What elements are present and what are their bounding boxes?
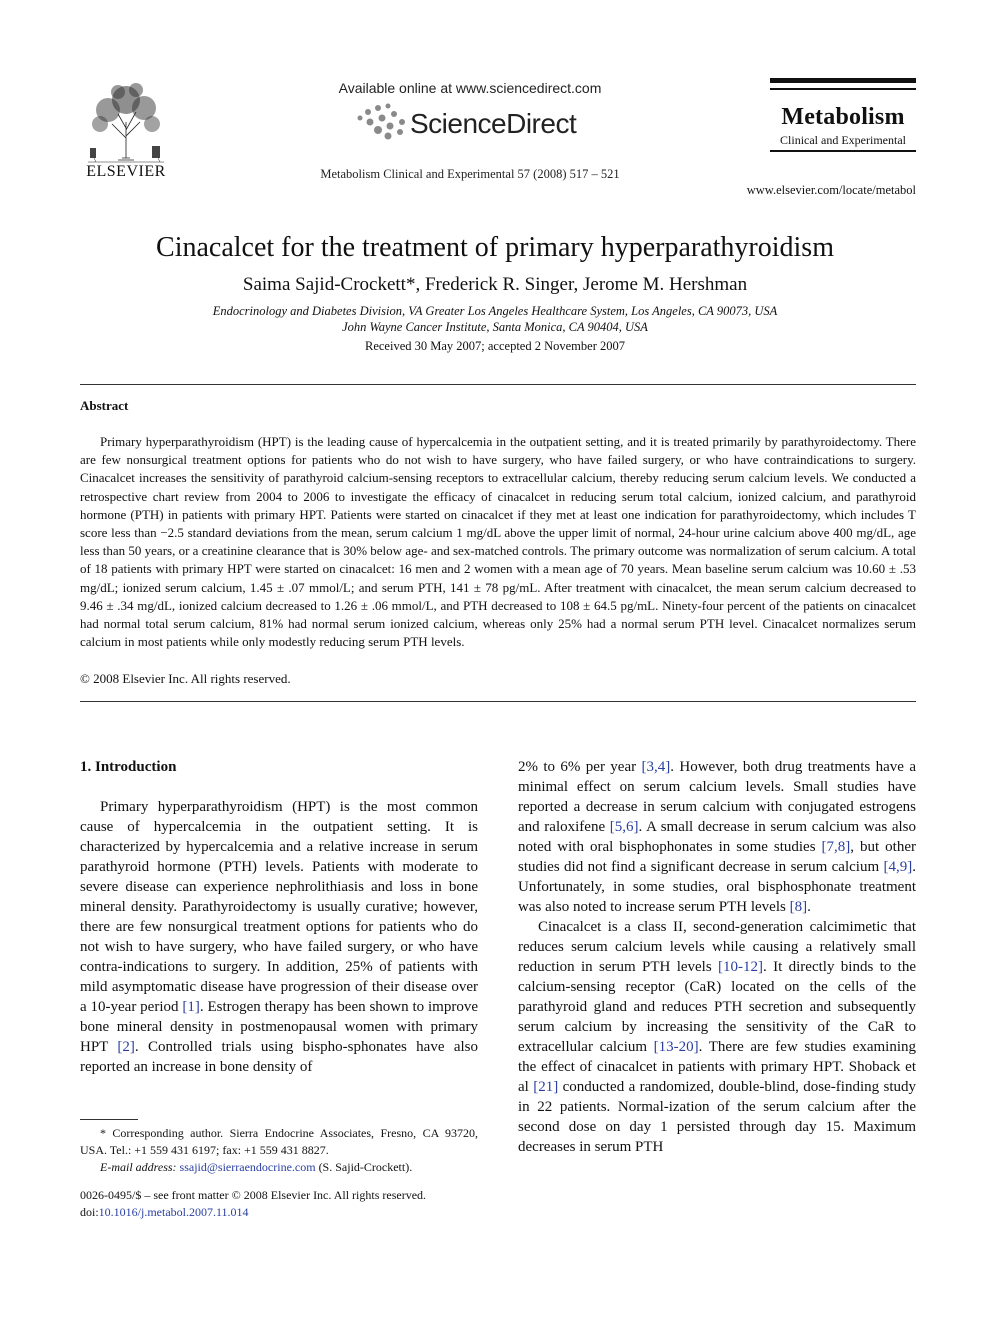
citation-link[interactable]: [3,4] <box>641 759 671 775</box>
intro-paragraph-1-cont: 2% to 6% per year [3,4]. However, both drug treatments have a minimal effect on serum calcium levels. Small studies have reported a decrease in serum calcium with conjugated estrogens and raloxifene [5,6]. A small decrease in serum calcium was also noted with oral bisphophonates in some studies [7,8], but other studies did not find a significant decrease in serum calcium [4,9]. Unfortunately, in some studies, oral bisphosphonate treatment was also noted to increase serum PTH levels [8]. <box>518 759 916 915</box>
publisher-name: ELSEVIER <box>86 163 166 180</box>
citation-link[interactable]: [7,8] <box>821 839 851 855</box>
doi-line: doi:10.1016/j.metabol.2007.11.014 <box>80 1205 249 1219</box>
article-authors: Saima Sajid-Crockett*, Frederick R. Singer, Jerome M. Hershman <box>242 274 748 295</box>
intro-paragraph-1: Primary hyperparathyroidism (HPT) is the most common cause of hypercalcemia in the outpatient setting. It is characterized by hypercalcemia and a relative increase in serum parathyroid hormone (PTH) levels. Patients with moderate to severe disease can experience nephrolithiasis and loss in bone mineral density. Parathyroidectomy is usually curative; however, there are few nonsurgical treatment options for patients who do not wish to have surgery, who have failed surgery, or who have contra-indications to surgery. In addition, 25% of patients with mild asymptomatic disease have progression of their disease over a 10-year period [1]. Estrogen therapy has been shown to improve bone mineral density in postmenopausal women with primary HPT [2]. Controlled trials using bispho-sphonates have also reported an increase in bone density of <box>80 799 478 1075</box>
body-right-column <box>518 757 916 1157</box>
affiliation-1: Endocrinology and Diabetes Division, VA Greater Los Angeles Healthcare System, Los Angeles, CA 90073, USA <box>212 304 778 318</box>
footnote-rule <box>80 1119 138 1120</box>
abstract-copyright: © 2008 Elsevier Inc. All rights reserved. <box>80 671 291 686</box>
intro-paragraph-2: Cinacalcet is a class II, second-generation calcimimetic that reduces serum calcium levels while causing a relatively small reduction in serum PTH levels [10-12]. It directly binds to the calcium-sensing receptor (CaR) located on the cells of the parathyroid gland and reduces PTH secretion and subsequently serum calcium by increasing the sensitivity of the CaR to extracellular calcium [13-20]. There are few studies examining the effect of cinacalcet in patients with primary HPT. Shoback et al [21] conducted a randomized, double-blind, dose-finding study in 22 patients. Normal-ization of the serum calcium after the second dose on day 1 persisted through day 15. Maximum decreases in serum PTH <box>518 919 916 1155</box>
available-online-text: Available online at www.sciencedirect.com <box>338 80 602 96</box>
issn-line: 0026-0495/$ – see front matter © 2008 Elsevier Inc. All rights reserved. <box>80 1188 427 1202</box>
journal-rule-bottom <box>770 150 916 152</box>
abstract-heading: Abstract <box>80 398 129 413</box>
journal-rule-second <box>770 88 916 90</box>
article-title: Cinacalcet for the treatment of primary hyperparathyroidism <box>156 232 834 263</box>
journal-subtitle: Clinical and Experimental <box>780 133 906 147</box>
citation-link[interactable]: [13-20] <box>653 1039 699 1055</box>
email-note: E-mail address: ssajid@sierraendocrine.com (S. Sajid-Crockett). <box>100 1160 413 1174</box>
citation-link[interactable]: [8] <box>789 899 808 915</box>
journal-url[interactable]: www.elsevier.com/locate/metabol <box>746 183 916 197</box>
corresponding-author-note: * Corresponding author. Sierra Endocrine Associates, Fresno, CA 93720, USA. Tel.: +1 559 431 6197; fax: +1 559 431 8827. <box>80 1126 478 1157</box>
citation-link[interactable]: [10-12] <box>718 959 764 975</box>
front-matter-info <box>80 1187 500 1221</box>
sciencedirect-wordmark: ScienceDirect <box>410 108 577 139</box>
journal-title: Metabolism <box>781 104 905 130</box>
footnotes <box>80 1125 478 1176</box>
received-dates: Received 30 May 2007; accepted 2 November 2007 <box>365 339 625 353</box>
section-heading: 1. Introduction <box>80 759 177 775</box>
journal-rule-top <box>770 78 916 83</box>
citation-link[interactable]: [21] <box>533 1079 559 1095</box>
divider-top <box>80 384 916 385</box>
divider-bottom <box>80 701 916 702</box>
citation-link[interactable]: [2] <box>117 1039 135 1055</box>
email-link[interactable]: ssajid@sierraendocrine.com <box>179 1160 316 1174</box>
abstract-text: Primary hyperparathyroidism (HPT) is the leading cause of hypercalcemia in the outpatient setting, and it is treated primarily by parathyroidectomy. There are few nonsurgical treatment options for patients who do not wish to have surgery, who have failed surgery, or who have contraindications to surgery. Cinacalcet increases the sensitivity of parathyroid calcium-sensing receptors to extracellular calcium, thereby reducing serum calcium levels. We conducted a retrospective chart review from 2004 to 2006 to investigate the efficacy of cinacalcet in reducing serum total calcium, ionized calcium, and parathyroid hormone (PTH) in patients with primary HPT. Patients were started on cinacalcet if they met at least one indication for parathyroidectomy, which includes T score less than −2.5 standard deviations from the mean, serum calcium 1 mg/dL above the upper limit of normal, 24-hour urine calcium above 400 mg/dL, age less than 50 years, or a creatinine clearance that is 30% below age- and sex-matched controls. The primary outcome was normalization of serum calcium. A total of 18 patients with primary HPT were started on cinacalcet: 16 men and 2 women with a mean age of 70 years. Mean baseline serum calcium was 10.60 ± .53 mg/dL; ionized serum calcium, 1.45 ± .07 mmol/L; and serum PTH, 141 ± 78 pg/mL. After treatment with cinacalcet, the mean serum calcium decreased to 9.46 ± .34 mg/dL, ionized calcium decreased to 1.26 ± .06 mmol/L, and PTH decreased to 108 ± 64.5 pg/mL. Ninety-four percent of the patients on cinacalcet had normal total serum calcium, 81% had normal serum ionized calcium, whereas only 25% had a normal serum PTH level. Cinacalcet normalizes serum calcium in most patients while only modestly reducing serum PTH levels. <box>80 434 916 650</box>
body-left-column <box>80 757 478 1077</box>
citation-link[interactable]: [5,6] <box>609 819 639 835</box>
affiliation-2: John Wayne Cancer Institute, Santa Monica, CA 90404, USA <box>342 320 648 334</box>
journal-citation: Metabolism Clinical and Experimental 57 (2008) 517 – 521 <box>320 167 620 181</box>
doi-link[interactable]: 10.1016/j.metabol.2007.11.014 <box>98 1205 249 1219</box>
citation-link[interactable]: [4,9] <box>883 859 913 875</box>
citation-link[interactable]: [1] <box>182 999 200 1015</box>
